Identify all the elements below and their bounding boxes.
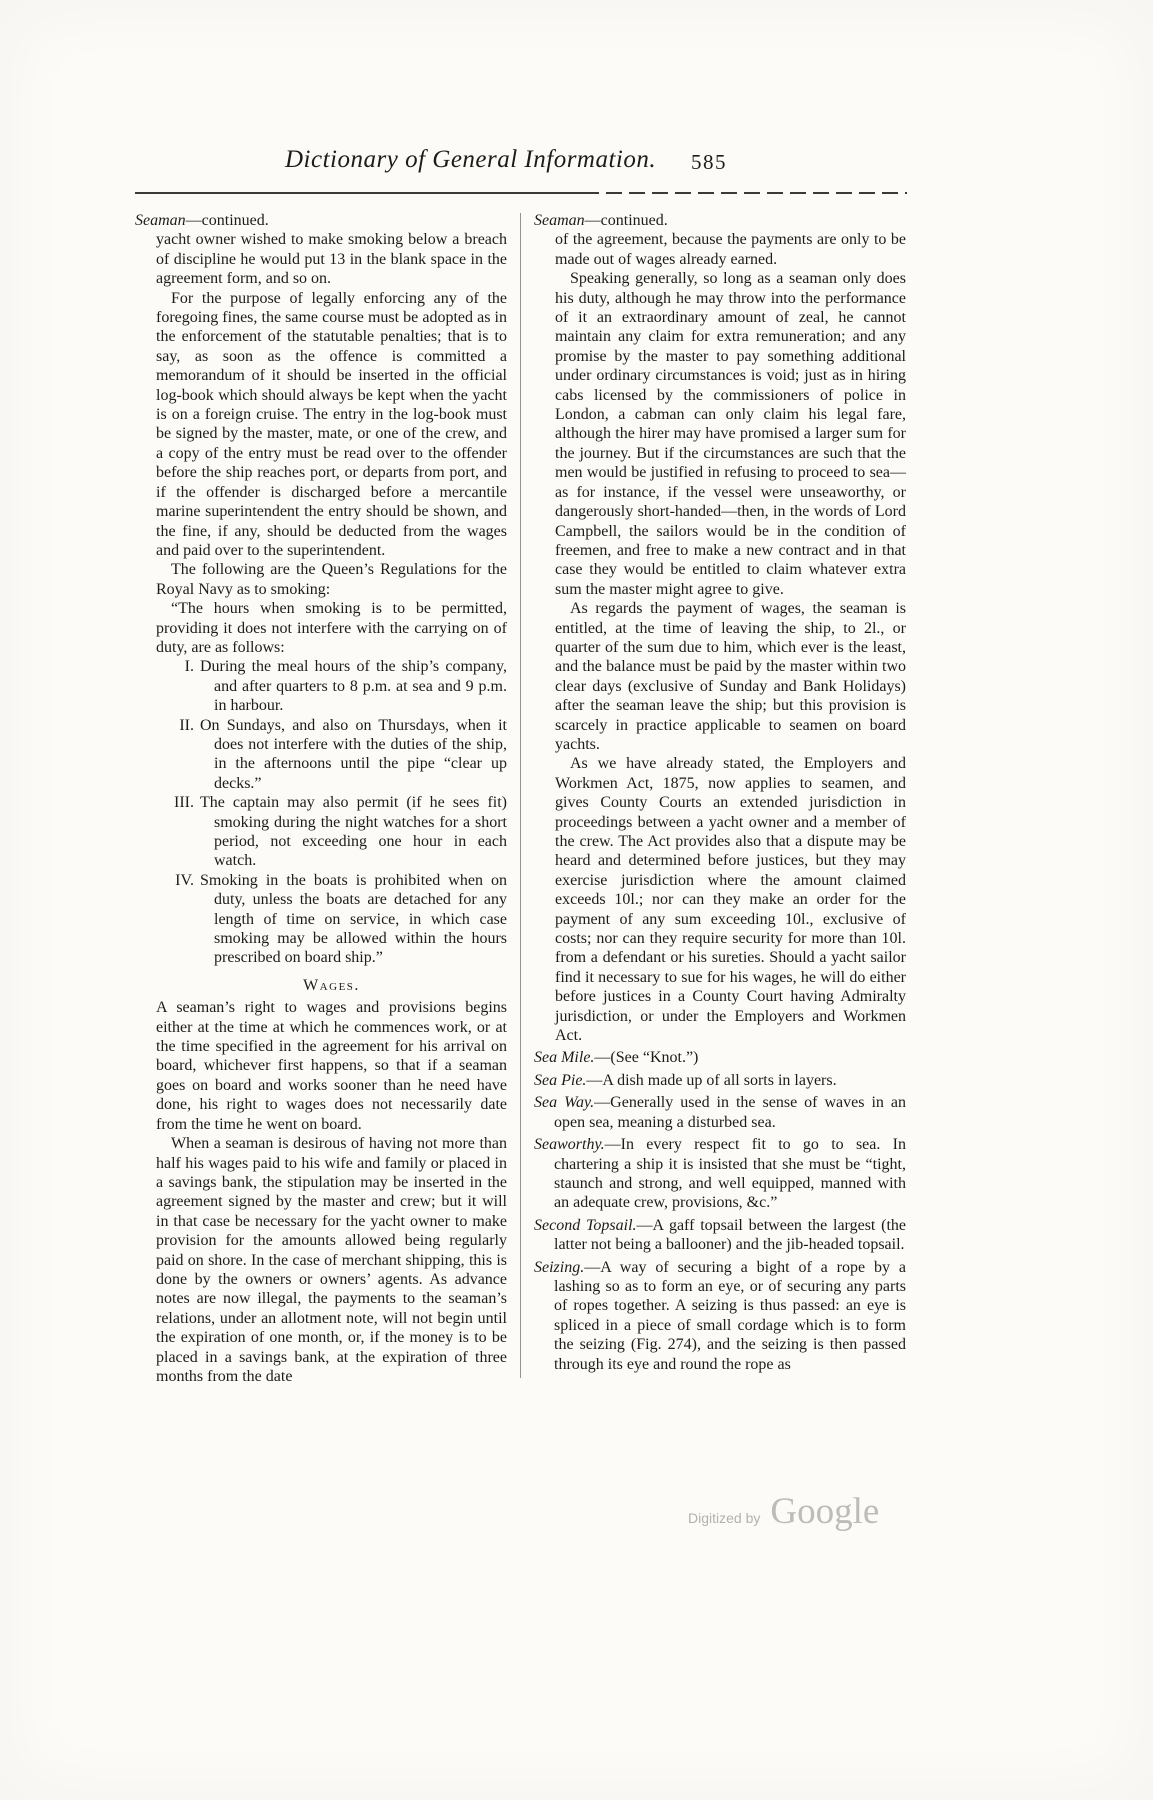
dictionary-entry <box>534 1216 906 1255</box>
entry-definition: —A dish made up of all sorts in layers. <box>586 1071 837 1089</box>
watermark <box>688 1490 879 1533</box>
two-column-layout <box>135 211 907 1386</box>
paragraph: For the purpose of legally enforcing any of the foregoing fines, the same course must be adopted as in the enforcement of the statutable penalties; that is to say, as soon as the offence is committed a memorandum of it should be inserted in the official log-book which should always be kept when the yacht is on a foreign cruise. The entry in the log-book must be signed by the master, mate, or one of the crew, and a copy of the entry must be read over to the offender before the ship reaches port, or departs from port, and if the offender is discharged before a mercantile marine superintendent the entry should be shown, and the fine, if any, should be deducted from the wages and paid over to the superintendent. <box>156 289 507 559</box>
entry-term: Seizing. <box>534 1258 585 1276</box>
entry-definition: —Generally used in the sense of waves in an open sea, meaning a disturbed sea. <box>554 1094 906 1131</box>
dictionary-entry <box>534 1048 906 1067</box>
entry-definition: —In every respect fit to go to sea. In chartering a ship it is insisted that she must be “tight, staunch and strong, and well equipped, manned with an adequate crew, provisions, &c.” <box>554 1136 906 1212</box>
wages-heading: Wages. <box>303 976 360 994</box>
dictionary-entry <box>534 1093 906 1132</box>
regulation-numeral: II. <box>179 716 194 734</box>
regulations-list <box>156 657 507 968</box>
entry-term: Sea Pie. <box>534 1071 587 1089</box>
regulation-numeral: IV. <box>175 871 194 889</box>
entry-heading <box>135 211 507 230</box>
page-content <box>135 146 907 1386</box>
entry-term: Seaworthy. <box>534 1136 605 1154</box>
regulation-text: Smoking in the boats is prohibited when on duty, unless the boats are detached for any length of time on service, in which case smoking may be allowed within the hours prescribed on board ship.” <box>200 871 507 967</box>
entry-heading <box>534 211 906 230</box>
digitized-by-text: Digitized by <box>688 1510 761 1526</box>
entry-definition: —A way of securing a bight of a rope by a lashing so as to form an eye, or of securing any parts of ropes together. A seizing is thus passed: an eye is spliced in a piece of small cordage which is to form the seizing (Fig. 274), and the seizing is then passed through its eye and round the rope as <box>554 1258 906 1373</box>
regulation-item <box>156 793 507 871</box>
left-column <box>135 211 507 1386</box>
entry-term: Sea Mile. <box>534 1049 595 1067</box>
dictionary-entry <box>534 1258 906 1374</box>
regulation-item <box>156 657 507 715</box>
regulation-item <box>156 871 507 968</box>
regulation-text: The captain may also permit (if he sees fit) smoking during the night watches for a short period, not exceeding one hour in each watch. <box>200 794 507 870</box>
regulation-item <box>156 716 507 794</box>
paragraph: yacht owner wished to make smoking below a breach of discipline he would put 13 in the blank space in the agreement form, and so on. <box>156 231 507 288</box>
page-title: Dictionary of General Information. <box>285 146 657 173</box>
paragraph: The following are the Queen’s Regulations for the Royal Navy as to smoking: <box>156 561 507 598</box>
entry-definition: —A gaff topsail between the largest (the latter not being a ballooner) and the jib-headed topsail. <box>554 1216 906 1254</box>
page-number: 585 <box>691 150 727 174</box>
regulation-numeral: I. <box>184 658 194 676</box>
regulation-numeral: III. <box>174 794 194 812</box>
header-rule <box>135 192 907 194</box>
entry-term: Second Topsail. <box>534 1216 637 1234</box>
entry-continued-suffix: —continued. <box>584 212 668 229</box>
paragraph: When a seaman is desirous of having not more than half his wages paid to his wife and family or placed in a savings bank, the stipulation may be inserted in the agreement signed by the master and crew; but it will in that case be necessary for the yacht owner to make provision for the amounts allowed being regularly paid on shore. In the case of merchant shipping, this is done by the owners or owners’ agents. As advance notes are now illegal, the payments to the seaman’s relations, under an allotment note, will not begin until the expiration of one month, or, if the money is to be placed in a savings bank, at the expiration of three months from the date <box>156 1135 507 1385</box>
entry-definition: —(See “Knot.”) <box>594 1049 699 1067</box>
entry-term: Sea Way. <box>534 1094 595 1112</box>
right-column <box>534 211 906 1386</box>
entry-body <box>555 230 906 1045</box>
paragraph: As regards the payment of wages, the seaman is entitled, at the time of leaving the ship, to 2l., or quarter of the sum due to him, which ever is the least, and the balance must be paid by the master within two clear days (exclusive of Sunday and Bank Holidays) after the seaman leave the ship; but this provision is scarcely in practice applicable to seamen on board yachts. <box>555 600 906 753</box>
paragraph: As we have already stated, the Employers and Workmen Act, 1875, now applies to seamen, and gives County Courts an extended jurisdiction in proceedings between a yacht owner and a member of the crew. The Act provides also that a dispute may be heard and determined before justices, but they may exercise jurisdiction where the amount claimed exceeds 10l.; nor can they make an order for the payment of any sum exceeding 10l., exclusive of costs; nor can they require security for more than 10l. from a defendant or his sureties. Should a yacht sailor find it necessary to sue for his wages, he will do either before justices in a County Court having Admiralty jurisdiction, or under the Employers and Workmen Act. <box>555 755 906 1045</box>
paragraph: Speaking generally, so long as a seaman only does his duty, although he may throw into the performance of it an extraordinary amount of zeal, he cannot maintain any claim for extra remuneration; and any promise by the master to pay something additional under ordinary circumstances is void; just as in hiring cabs licensed by the commissioners of police in London, a cabman can only claim his legal fare, although the hirer may have promised a larger sum for the journey. But if the circumstances are such that the men would be justified in refusing to proceed to sea—as for instance, if the vessel were unseaworthy, or dangerously short-handed—then, in the words of Lord Campbell, the sailors would be in the condition of freemen, and free to make a new contract and in that case they would be entitled to claim whatever extra sum the master might agree to give. <box>555 270 906 598</box>
dictionary-entry <box>534 1135 906 1213</box>
entry-term: Seaman <box>135 212 186 229</box>
paragraph: A seaman’s right to wages and provisions begins either at the time at which he commences work, or at the time specified in the agreement for his arrival on board, whichever first happens, so that if a seaman goes on board and works sooner than he need have done, his right to wages does not necessarily date from the time he went on board. <box>156 999 507 1133</box>
paragraph: “The hours when smoking is to be permitted, providing it does not interfere with the carrying on of duty, are as follows: <box>156 600 507 656</box>
dictionary-entry <box>534 1071 906 1090</box>
page-header <box>135 146 907 184</box>
column-divider <box>520 213 521 1378</box>
regulation-text: On Sundays, and also on Thursdays, when it does not interfere with the duties of the ship, in the afternoons until the pipe “clear up decks.” <box>200 716 507 792</box>
google-logo: Google <box>770 1491 880 1532</box>
entry-continued-suffix: —continued. <box>185 212 269 229</box>
paragraph: of the agreement, because the payments are only to be made out of wages already earned. <box>555 231 906 268</box>
regulation-text: During the meal hours of the ship’s company, and after quarters to 8 p.m. at sea and 9 p.m. in harbour. <box>200 658 507 715</box>
entry-term: Seaman <box>534 212 585 229</box>
entry-body <box>156 230 507 1386</box>
